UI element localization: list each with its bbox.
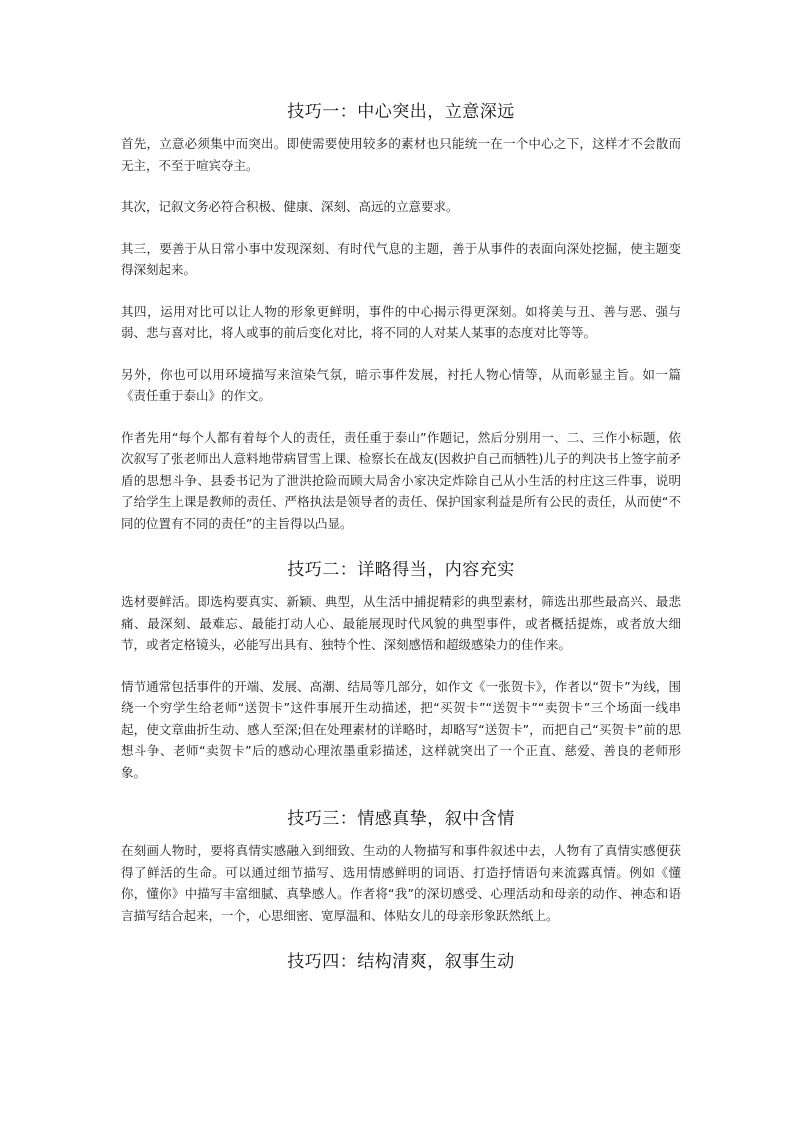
section-4 — [121, 950, 681, 974]
paragraph: 在刻画人物时，要将真情实感融入到细致、生动的人物描写和事件叙述中去，人物有了真情实感便获得了鲜活的生命。可以通过细节描写、选用情感鲜明的词语、打造抒情语句来流露真情。例如《懂你，懂你》中描写丰富细腻、真挚感人。作者将“我”的深切感受、心理活动和母亲的动作、神态和语言描写结合起来，一个，心思细密、宽厚温和、体贴女儿的母亲形象跃然纸上。 — [121, 843, 681, 923]
section-title: 技巧一：中心突出，立意深远 — [287, 102, 515, 122]
paragraph: 首先，立意必须集中而突出。即使需要使用较多的素材也只能统一在一个中心之下，这样才不会散而无主，不至于喧宾夺主。 — [121, 136, 681, 173]
paragraph: 另外，你也可以用环境描写来渲染气氛，暗示事件发展，衬托人物心情等，从而彰显主旨。如一篇《责任重于泰山》的作文。 — [121, 366, 681, 403]
document-body — [121, 100, 681, 974]
paragraph: 其四，运用对比可以让人物的形象更鲜明，事件的中心揭示得更深刻。如将美与丑、善与恶、强与弱、悲与喜对比，将人或事的前后变化对比，将不同的人对某人某事的态度对比等等。 — [121, 303, 681, 340]
section-title: 技巧四：结构清爽，叙事生动 — [287, 952, 515, 972]
paragraph: 选材要鲜活。即选构要真实、新颖、典型，从生活中捕捉精彩的典型素材，筛选出那些最高兴、最悲痛、最深刻、最难忘、最能打动人心、最能展现时代风貌的典型事件，或者概括提炼，或者放大细节，或者定格镜头，必能写出具有、独特个性、深刻感悟和超级感染力的佳作来。 — [121, 594, 681, 652]
section-1 — [121, 100, 681, 534]
paragraph: 作者先用“每个人都有着每个人的责任，责任重于泰山”作题记，然后分别用一、二、三作小标题，依次叙写了张老师出人意料地带病冒雪上课、检察长在战友(因救护自己而牺牲)儿子的判决书上签字前矛盾的思想斗争、县委书记为了泄洪抢险而顾大局舍小家决定炸除自己从小生活的村庄这三件事，说明了给学生上课是教师的责任、严格执法是领导者的责任、保护国家利益是所有公民的责任，从而使“不同的位置有不同的责任”的主旨得以凸显。 — [121, 429, 681, 531]
section-2 — [121, 558, 681, 783]
paragraph: 情节通常包括事件的开端、发展、高潮、结局等几部分，如作文《一张贺卡》，作者以“贺卡”为线，围绕一个穷学生给老师“送贺卡”这件事展开生动描述，把“买贺卡”“送贺卡”“卖贺卡”三个场面一线串起，使文章曲折生动、感人至深;但在处理素材的详略时，却略写“送贺卡”，而把自己“买贺卡”前的思想斗争、老师“卖贺卡”后的感动心理浓墨重彩描述，这样就突出了一个正直、慈爱、善良的老师形象。 — [121, 678, 681, 780]
paragraph: 其三，要善于从日常小事中发现深刻、有时代气息的主题，善于从事件的表面向深处挖掘，使主题变得深刻起来。 — [121, 240, 681, 277]
section-title: 技巧二：详略得当，内容充实 — [287, 560, 515, 580]
section-3 — [121, 807, 681, 926]
paragraph: 其次，记叙文务必符合积极、健康、深刻、高远的立意要求。 — [121, 199, 459, 214]
section-title: 技巧三：情感真挚，叙中含情 — [287, 809, 515, 829]
